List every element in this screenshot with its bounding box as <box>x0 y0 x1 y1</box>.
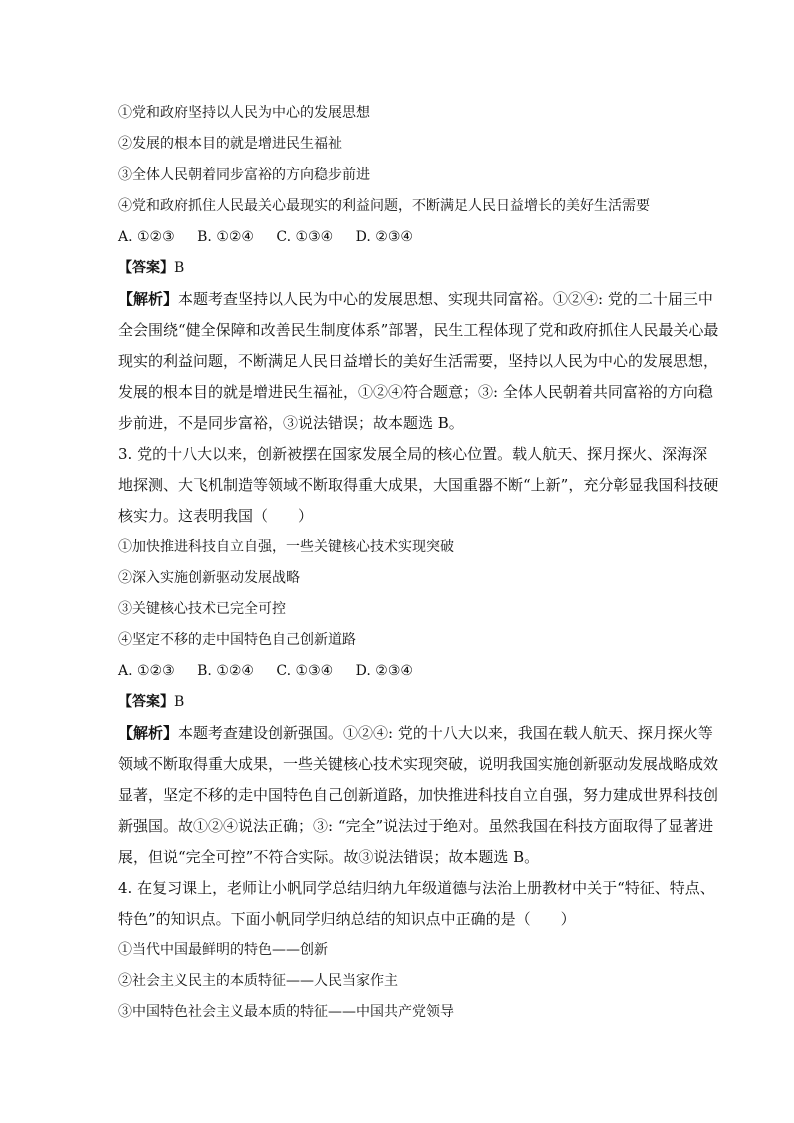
q3-option-1: ①加快推进科技自立自强，一些关键核心技术实现突破 <box>118 539 454 555</box>
q3-answer-label: 【答案】 <box>118 694 174 710</box>
q2-analysis-line-3: 现实的利益问题，不断满足人民日益增长的美好生活需要，坚持以人民为中心的发展思想， <box>118 352 719 370</box>
q3-option-2: ②深入实施创新驱动发展战略 <box>118 570 300 586</box>
q4-option-2: ②社会主义民主的本质特征——人民当家作主 <box>118 973 398 989</box>
q2-choice-b: B. ①②④ <box>197 229 254 245</box>
q3-analysis-line-5: 展，但说“完全可控”不符合实际。故③说法错误；故本题选 B。 <box>118 848 540 866</box>
q3-analysis-label: 【解析】 <box>118 724 179 742</box>
q3-analysis-text-1: 本题考查建设创新强国。①②④: 党的十八大以来，我国在载人航天、探月探火等 <box>178 724 713 742</box>
q3-answer <box>118 692 184 712</box>
q3-analysis-line-3: 显著，坚定不移的走中国特色自己创新道路，加快推进科技自立自强，努力建成世界科技创 <box>118 786 719 804</box>
q4-option-1: ①当代中国最鲜明的特色——创新 <box>118 942 328 958</box>
q2-option-3: ③全体人民朝着同步富裕的方向稳步前进 <box>118 167 370 183</box>
q2-choices <box>118 227 431 247</box>
q3-choice-c: C. ①③④ <box>276 663 334 679</box>
q2-analysis-line-5: 步前进，不是同步富裕，③说法错误；故本题选 B。 <box>118 414 464 432</box>
q3-stem-line-2: 地探测、大飞机制造等领域不断取得重大成果，大国重器不断“上新”，充分彰显我国科技硬 <box>118 476 719 494</box>
q3-analysis-line-2: 领域不断取得重大成果，一些关键核心技术实现突破，说明我国实施创新驱动发展战略成效 <box>118 755 719 773</box>
q4-option-3: ③中国特色社会主义最本质的特征——中国共产党领导 <box>118 1004 454 1020</box>
q3-choice-a: A. ①②③ <box>118 663 175 679</box>
q3-analysis-line-1 <box>118 723 713 743</box>
q3-choices <box>118 661 431 681</box>
q2-choice-c: C. ①③④ <box>276 229 334 245</box>
q4-stem-line-1: 4. 在复习课上，老师让小帆同学总结归纳九年级道德与法治上册教材中关于“特征、特点、 <box>118 879 715 897</box>
q2-answer <box>118 258 184 278</box>
q2-answer-value: B <box>174 260 185 276</box>
q3-analysis-line-4: 新强国。故①②④说法正确；③: “完全”说法过于绝对。虽然我国在科技方面取得了显著进 <box>118 817 714 835</box>
q2-option-4: ④党和政府抓住人民最关心最现实的利益问题，不断满足人民日益增长的美好生活需要 <box>118 198 650 214</box>
q2-choice-a: A. ①②③ <box>118 229 175 245</box>
q2-analysis-line-1 <box>118 289 713 309</box>
q2-choice-d: D. ②③④ <box>355 229 413 245</box>
q2-analysis-label: 【解析】 <box>118 290 179 308</box>
q2-option-1: ①党和政府坚持以人民为中心的发展思想 <box>118 105 370 121</box>
q4-stem-line-2: 特色”的知识点。下面小帆同学归纳总结的知识点中正确的是（ ） <box>118 910 576 928</box>
q2-answer-label: 【答案】 <box>118 260 174 276</box>
q3-choice-b: B. ①②④ <box>197 663 254 679</box>
q2-analysis-text-1: 本题考查坚持以人民为中心的发展思想、实现共同富裕。①②④: 党的二十届三中 <box>178 290 713 308</box>
q2-analysis-line-4: 发展的根本目的就是增进民生福祉，①②④符合题意；③: 全体人民朝着共同富裕的方向稳 <box>118 383 713 401</box>
q3-option-3: ③关键核心技术已完全可控 <box>118 601 286 617</box>
q3-stem-line-3: 核实力。这表明我国（ ） <box>118 507 314 525</box>
q3-stem-line-1: 3. 党的十八大以来，创新被摆在国家发展全局的核心位置。载人航天、探月探火、深海深 <box>118 445 708 463</box>
q3-answer-value: B <box>174 694 185 710</box>
q3-option-4: ④坚定不移的走中国特色自己创新道路 <box>118 632 356 648</box>
q2-analysis-line-2: 全会围绕“健全保障和改善民生制度体系”部署，民生工程体现了党和政府抓住人民最关心最 <box>118 321 719 339</box>
q2-option-2: ②发展的根本目的就是增进民生福祉 <box>118 136 342 152</box>
q3-choice-d: D. ②③④ <box>355 663 413 679</box>
